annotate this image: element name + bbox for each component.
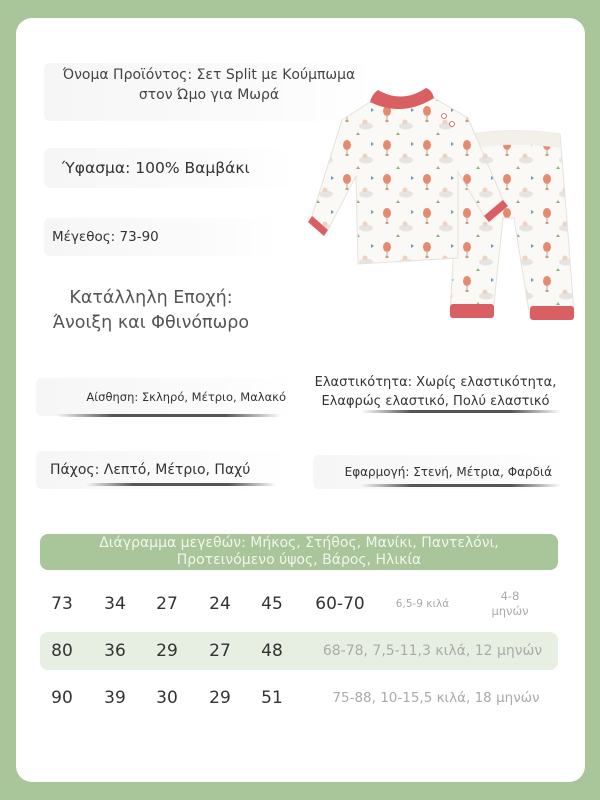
size-chart-title-line1: Διάγραμμα μεγεθών: Μήκος, Στήθος, Μανίκι, Παντελόνι, <box>99 535 499 551</box>
pants-cuff-right <box>530 306 574 320</box>
pants-cell: 51 <box>261 688 283 708</box>
shoulder-button-icon <box>442 114 447 119</box>
size-range: Μέγεθος: 73-90 <box>44 218 279 256</box>
elasticity-info <box>303 373 568 411</box>
size-cell: 73 <box>51 594 73 614</box>
elasticity-line2: Ελαφρώς ελαστικό, Πολύ ελαστικό <box>321 394 550 409</box>
feel-underline <box>56 414 281 417</box>
size-cell: 90 <box>51 688 73 708</box>
sleeve-cell: 29 <box>209 688 231 708</box>
length-cell: 36 <box>104 641 126 661</box>
pants-cuff-left <box>450 304 494 318</box>
age-unit: μηνών <box>491 604 529 618</box>
pants-cell: 45 <box>261 594 283 614</box>
thickness-underline <box>86 483 276 486</box>
size-chart-title <box>40 534 558 570</box>
table-row <box>40 585 558 623</box>
size-cell: 80 <box>51 641 73 661</box>
season-info <box>16 286 286 336</box>
fit-info: Εφαρμογή: Στενή, Μέτρια, Φαρδιά <box>313 455 568 489</box>
season-label: Κατάλληλη Εποχή: <box>69 288 233 308</box>
height-weight-age-cell: 75-88, 10-15,5 κιλά, 18 μηνών <box>332 690 540 706</box>
chest-cell: 27 <box>156 594 178 614</box>
shoulder-button-icon <box>450 122 455 127</box>
height-weight-age-cell: 68-78, 7,5-11,3 κιλά, 12 μηνών <box>322 643 543 659</box>
length-cell: 39 <box>104 688 126 708</box>
fit-underline <box>361 484 561 487</box>
table-row <box>40 679 558 717</box>
chest-cell: 30 <box>156 688 178 708</box>
product-photo <box>298 68 583 328</box>
size-chart-title-line2: Προτεινόμενο ύψος, Βάρος, Ηλικία <box>176 552 422 568</box>
weight-cell: 6,5-9 κιλά <box>395 598 450 610</box>
chest-cell: 29 <box>156 641 178 661</box>
age-value: 4-8 <box>500 589 520 603</box>
feel-info: Αίσθηση: Σκληρό, Μέτριο, Μαλακό <box>36 378 298 416</box>
height-cell: 60-70 <box>315 594 365 614</box>
season-value: Άνοιξη και Φθινόπωρο <box>52 313 250 333</box>
length-cell: 34 <box>104 594 126 614</box>
pants-cell: 48 <box>261 641 283 661</box>
sleeve-cell: 27 <box>209 641 231 661</box>
product-card <box>16 18 585 782</box>
age-cell <box>480 585 540 619</box>
fabric-info: Ύφασμα: 100% Βαμβάκι <box>44 148 294 188</box>
elasticity-underline <box>361 410 561 413</box>
sleeve-cell: 24 <box>209 594 231 614</box>
product-name: Όνομα Προϊόντος: Σετ Split με Κούμπωμα στον Ώμο για Μωρά <box>44 63 374 121</box>
table-row <box>40 632 558 670</box>
thickness-info: Πάχος: Λεπτό, Μέτριο, Παχύ <box>36 451 288 489</box>
elasticity-line1: Ελαστικότητα: Χωρίς ελαστικότητα, <box>314 375 557 390</box>
